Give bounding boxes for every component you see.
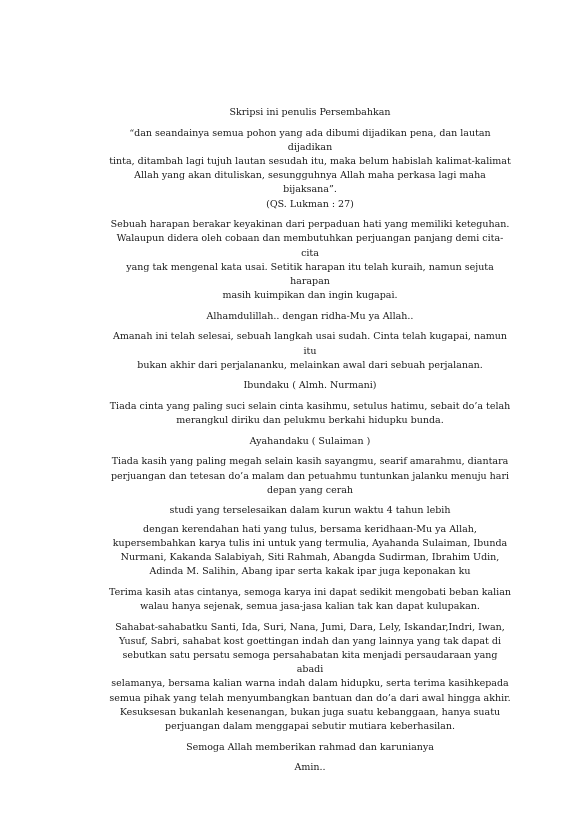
thanks-paragraph: Terima kasih atas cintanya, semoga karya ini dapat sedikit mengobati beban kalian walau hanya sejenak, semua jasa-jasa kalian tak kan dapat kulupakan. <box>109 586 511 612</box>
father-paragraph: Tiada kasih yang paling megah selain kasih sayangmu, searif amarahmu, diantara perjuangan dan tetesan do’a malam dan petuahmu tuntunkan jalanku menuju hari depan yang cerah <box>110 456 510 496</box>
study-line: studi yang terselesaikan dalam kurun waktu 4 tahun lebih <box>169 505 451 517</box>
mother-heading: Ibundaku ( Almh. Nurmani) <box>243 380 377 392</box>
mother-paragraph: Tiada cinta yang paling suci selain cinta kasihmu, setulus hatimu, sebait do’a telah merangkul diriku dan pelukmu berkahi hidupku bunda. <box>109 401 511 427</box>
page-heading: Skripsi ini penulis Persembahkan <box>229 107 391 118</box>
friends-paragraph: Sahabat-sahabatku Santi, Ida, Suri, Nana, Jumi, Dara, Lely, Iskandar,Indri, Iwan, Yusuf, Sabri, sahabat kost goettingan indah dan yang lainnya yang tak dapat di sebutkan satu persatu semoga persahabatan kita menjadi persaudaraan yang abadi selamanya, bersama kalian warna indah dalam hidupku, serta terima kasihkepada semua pihak yang telah menyumbangkan bantuan dan do’a dari awal hingga akhir. Kesuksesan bukanlah kesenangan, bukan juga suatu kebanggaan, hanya suatu perjuangan dalam menggapai sebutir mutiara keberhasilan. <box>109 621 511 733</box>
quran-quote: “dan seandainya semua pohon yang ada dibumi dijadikan pena, dan lautan dijadikan tinta, ditambah lagi tujuh lautan sesudah itu, maka belum habislah kalimat-kalimat Allah yang akan dituliskan, sesungguhnya Allah maha perkasa lagi maha bijaksana”. (QS. Lukman : 27) <box>109 127 511 210</box>
family-dedication: dengan kerendahan hati yang tulus, bersama keridhaan-Mu ya Allah, kupersembahkan karya tulis ini untuk yang termulia, Ayahanda Sulaiman, Ibunda Nurmani, Kakanda Salabiyah, Siti Rahmah, Abangda Sudirman, Ibrahim Udin, Adinda M. Salihin, Abang ipar serta kakak ipar juga keponakan ku <box>112 523 508 578</box>
alhamdulillah-line: Alhamdulillah.. dengan ridha-Mu ya Allah.. <box>206 310 414 322</box>
dedication-page <box>108 106 512 775</box>
amanah-paragraph: Amanah ini telah selesai, sebuah langkah usai sudah. Cinta telah kugapai, namun itu bukan akhir dari perjalananku, melainkan awal dari sebuah perjalanan. <box>113 331 507 371</box>
hope-paragraph: Sebuah harapan berakar keyakinan dari perpaduan hati yang memiliki keteguhan. Walaupun didera oleh cobaan dan membutuhkan perjuangan panjang demi cita-cita yang tak mengenal kata usai. Setitik harapan itu telah kuraih, namun sejuta harapan masih kuimpikan dan ingin kugapai. <box>110 219 510 302</box>
amin-line: Amin.. <box>294 762 326 774</box>
blessing-line: Semoga Allah memberikan rahmad dan karunianya <box>186 741 434 753</box>
father-heading: Ayahandaku ( Sulaiman ) <box>249 435 371 447</box>
